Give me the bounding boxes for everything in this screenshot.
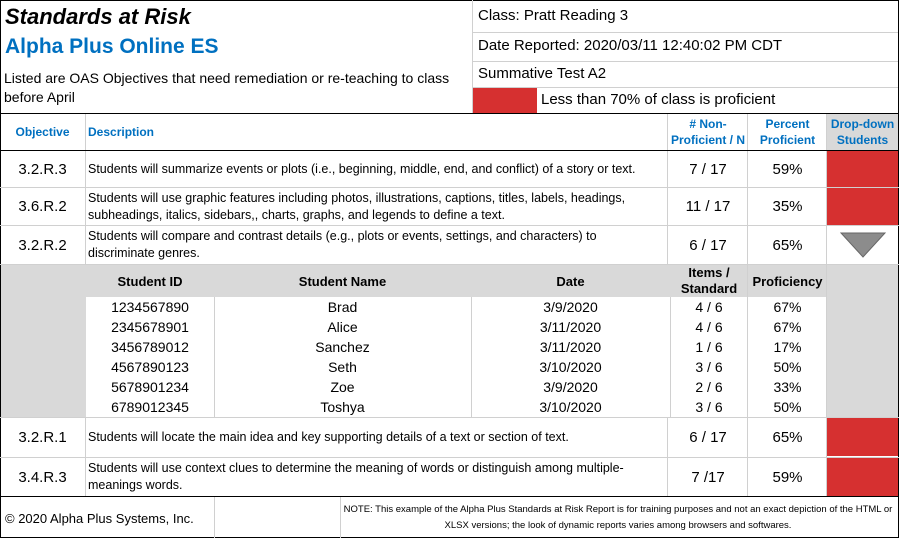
dropdown-toggle-button[interactable] — [827, 226, 898, 264]
date-reported: Date Reported: 2020/03/11 12:40:02 PM CDT — [478, 37, 783, 54]
divider — [340, 497, 341, 538]
student-name: Zoe — [330, 379, 355, 395]
row-objective: 3.4.R.3 — [18, 468, 67, 486]
subtable-header-bg-right — [827, 265, 898, 297]
row-percent: 59% — [772, 468, 803, 486]
student-name: Alice — [327, 319, 358, 335]
row-risk-indicator — [827, 151, 898, 187]
student-name: Seth — [328, 359, 357, 375]
row-description: Students will compare and contrast details (e.g., plots or events, settings, and characters) to discriminate genres. — [88, 229, 597, 260]
divider — [0, 264, 899, 265]
divider — [0, 496, 899, 497]
row-percent: 59% — [772, 160, 803, 178]
divider — [0, 225, 899, 226]
student-id: 2345678901 — [111, 319, 189, 335]
divider — [667, 114, 668, 265]
subtable-header-date: Date — [556, 273, 585, 289]
student-proficiency: 67% — [773, 299, 802, 315]
col-header-description: Description — [88, 125, 155, 139]
triangle-down-icon — [840, 232, 886, 258]
divider — [214, 497, 215, 538]
student-id: 6789012345 — [111, 399, 189, 415]
row-objective: 3.6.R.2 — [18, 198, 67, 215]
student-date: 3/10/2020 — [539, 359, 602, 375]
student-date: 3/10/2020 — [539, 399, 602, 415]
student-proficiency: 50% — [773, 399, 802, 415]
subtable-right-margin — [827, 297, 898, 417]
student-proficiency: 33% — [773, 379, 802, 395]
col-header-dropdown: Drop-down Students — [830, 117, 895, 147]
student-proficiency: 50% — [773, 359, 802, 375]
row-non-proficient: 6 / 17 — [689, 428, 727, 446]
divider — [471, 297, 472, 417]
divider — [472, 0, 473, 114]
legend-text: Less than 70% of class is proficient — [541, 91, 776, 108]
divider — [0, 457, 899, 458]
row-percent: 35% — [772, 198, 803, 215]
test-name: Summative Test A2 — [478, 65, 607, 82]
student-date: 3/9/2020 — [543, 299, 598, 315]
divider — [0, 417, 899, 418]
student-items: 4 / 6 — [695, 299, 723, 315]
student-items: 3 / 6 — [695, 359, 723, 375]
student-id: 5678901234 — [111, 379, 189, 395]
divider — [472, 61, 898, 62]
student-items: 3 / 6 — [695, 399, 723, 415]
divider — [0, 187, 899, 188]
student-items: 4 / 6 — [695, 319, 723, 335]
student-items: 2 / 6 — [695, 379, 723, 395]
row-description: Students will use graphic features including photos, illustrations, captions, titles, labels, headings, subheadings, italics, sidebars,, charts, graphs, and legends to define a text. — [88, 190, 626, 222]
report-title: Standards at Risk — [5, 4, 191, 29]
student-items: 1 / 6 — [695, 339, 723, 355]
divider — [214, 297, 215, 417]
subtable-header-items: Items / Standard — [680, 265, 738, 296]
student-id: 1234567890 — [111, 299, 189, 315]
student-date: 3/11/2020 — [539, 319, 602, 335]
divider — [0, 113, 899, 114]
school-name: Alpha Plus Online ES — [5, 35, 219, 58]
row-percent: 65% — [772, 428, 803, 446]
divider — [747, 265, 748, 417]
student-id: 4567890123 — [111, 359, 189, 375]
divider — [826, 114, 827, 497]
row-description: Students will summarize events or plots (i.e., beginning, middle, end, and conflict) of a story or text. — [88, 161, 636, 176]
col-header-objective: Objective — [15, 125, 70, 139]
student-date: 3/9/2020 — [543, 379, 598, 395]
divider — [472, 87, 898, 88]
row-objective: 3.2.R.2 — [18, 236, 67, 254]
student-proficiency: 17% — [773, 339, 802, 355]
footer-note: NOTE: This example of the Alpha Plus Standards at Risk Report is for training purposes and not an exact depiction of the HTML or XLSX versions; the look of dynamic reports varies among browsers and softwares. — [343, 504, 893, 531]
subtable-header-id: Student ID — [117, 273, 183, 289]
row-non-proficient: 7 /17 — [691, 468, 725, 486]
row-percent: 65% — [772, 236, 803, 254]
class-label: Class: Pratt Reading 3 — [478, 7, 629, 24]
frame-top — [0, 0, 899, 1]
student-name: Toshya — [320, 399, 365, 415]
legend-swatch — [473, 88, 537, 113]
subtable-header-name: Student Name — [298, 273, 387, 289]
divider — [85, 114, 86, 265]
col-header-percent: Percent Proficient — [759, 117, 816, 147]
row-non-proficient: 7 / 17 — [689, 160, 727, 178]
row-non-proficient: 6 / 17 — [689, 236, 727, 254]
row-risk-indicator — [827, 418, 898, 456]
student-id: 3456789012 — [111, 339, 189, 355]
row-risk-indicator — [827, 188, 898, 225]
student-name: Sanchez — [315, 339, 370, 355]
student-date: 3/11/2020 — [539, 339, 602, 355]
student-name: Brad — [327, 299, 358, 315]
col-header-non-proficient: # Non-Proficient / N — [670, 117, 745, 147]
subtable-header-proficiency: Proficiency — [752, 273, 823, 289]
report-instructions: Listed are OAS Objectives that need remediation or re-teaching to class before April — [4, 70, 450, 105]
subtable-left-margin — [0, 265, 86, 417]
student-proficiency: 67% — [773, 319, 802, 335]
divider — [670, 297, 671, 417]
row-non-proficient: 11 / 17 — [685, 198, 731, 215]
row-objective: 3.2.R.3 — [18, 160, 67, 178]
divider — [472, 32, 898, 33]
row-objective: 3.2.R.1 — [18, 428, 67, 446]
divider — [0, 150, 899, 151]
copyright: © 2020 Alpha Plus Systems, Inc. — [5, 510, 194, 526]
row-description: Students will use context clues to determine the meaning of words or distinguish among multiple-meanings words. — [88, 461, 624, 492]
row-description: Students will locate the main idea and key supporting details of a text or section of text. — [88, 429, 569, 444]
divider — [747, 114, 748, 265]
row-risk-indicator — [827, 458, 898, 496]
